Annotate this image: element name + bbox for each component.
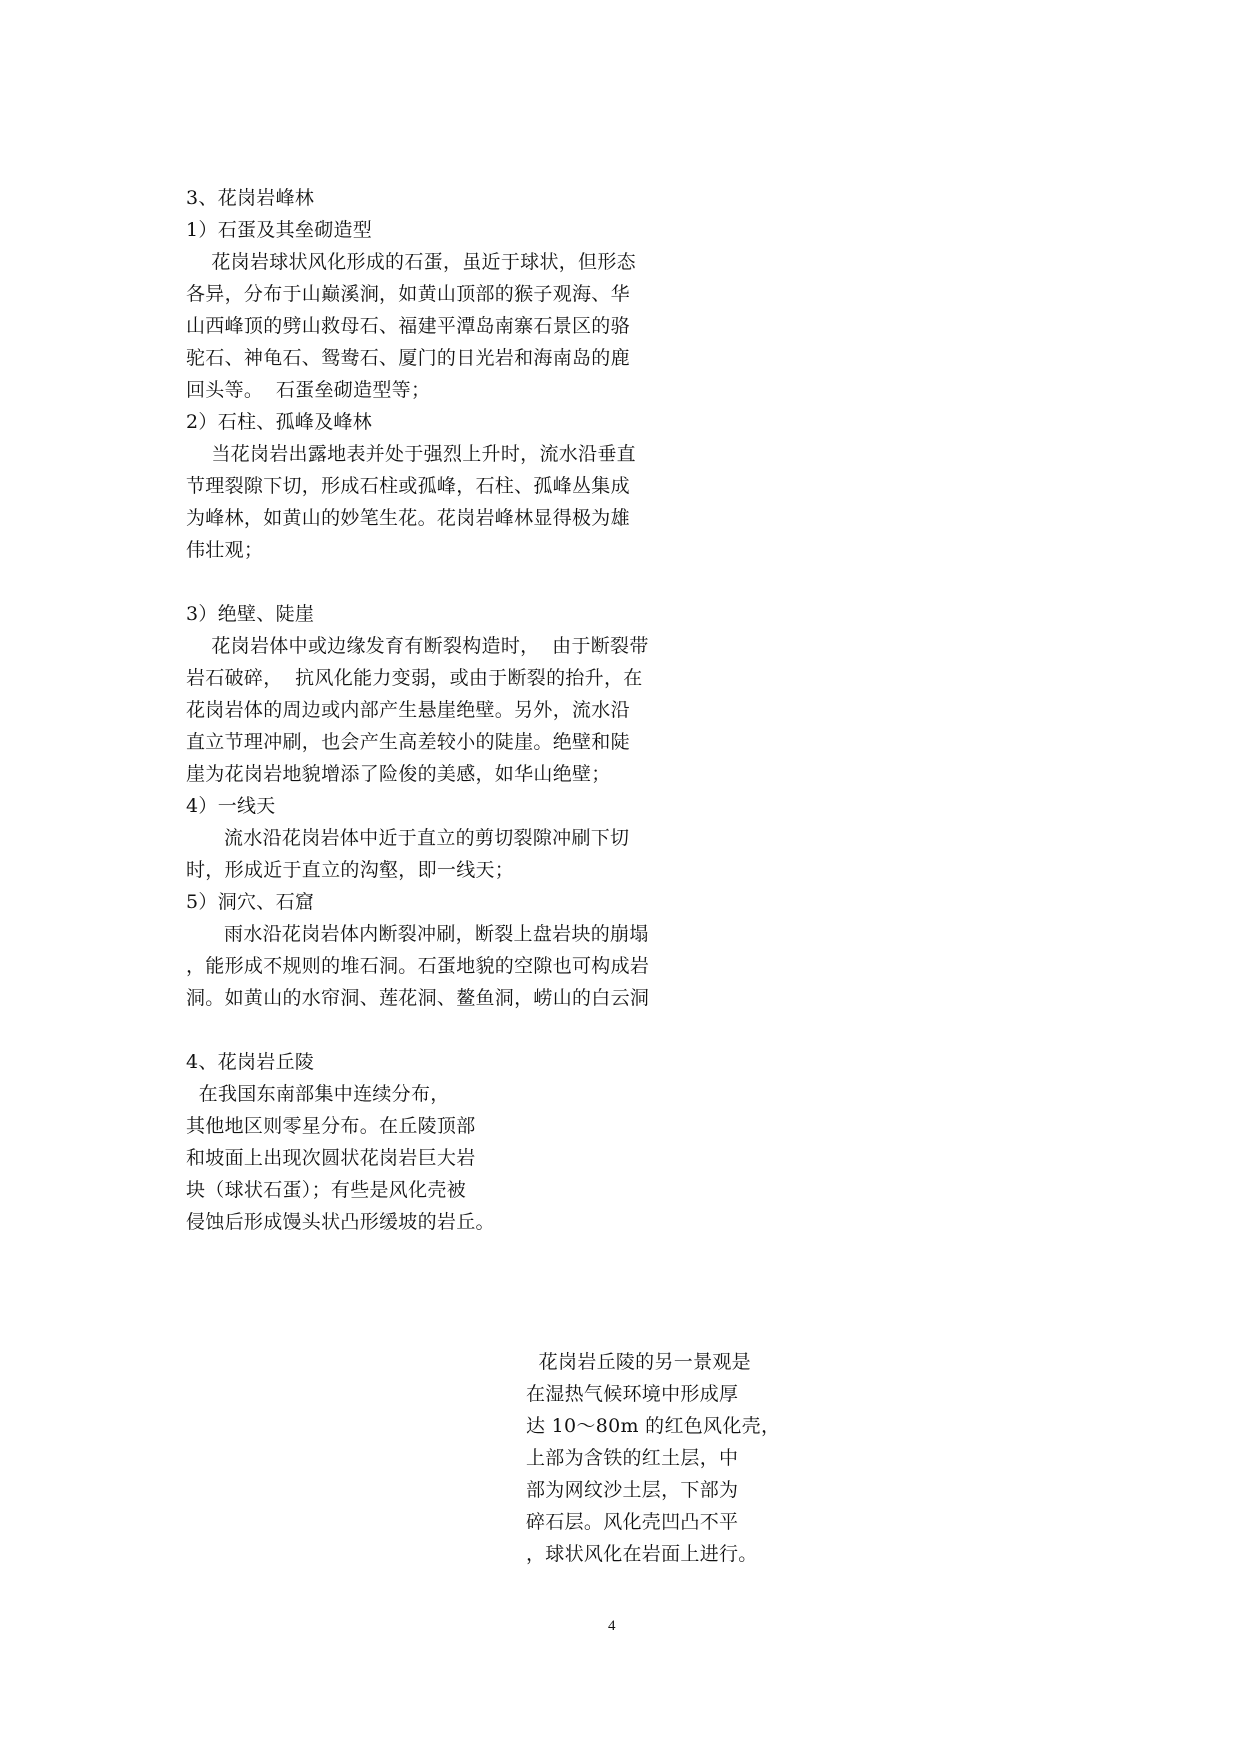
page-number: 4 [608,1618,616,1634]
paragraph-line: 为峰林，如黄山的妙笔生花。花岗岩峰林显得极为雄 [186,507,630,529]
paragraph-line: 崖为花岗岩地貌增添了险俊的美感，如华山绝壁； [186,763,611,785]
paragraph-line: 洞。如黄山的水帘洞、莲花洞、鳌鱼洞，崂山的白云洞 [186,987,650,1009]
section-4-title: 4、花岗岩丘陵 [186,1051,315,1073]
paragraph-line: 雨水沿花岗岩体内断裂冲刷，断裂上盘岩块的崩塌 [186,923,649,945]
paragraph-line: 各异，分布于山巅溪涧，如黄山顶部的猴子观海、华 [186,283,630,305]
side-paragraph-line: 达 10～80m 的红色风化壳， [526,1415,781,1437]
paragraph-line: 侵蚀后形成馒头状凸形缓坡的岩丘。 [186,1211,495,1233]
side-paragraph-line: 在湿热气候环境中形成厚 [526,1383,739,1405]
paragraph-line: 其他地区则零星分布。在丘陵顶部 [186,1115,476,1137]
side-paragraph-line: 花岗岩丘陵的另一景观是 [526,1351,751,1373]
paragraph-line: 节理裂隙下切，形成石柱或孤峰，石柱、孤峰丛集成 [186,475,630,497]
paragraph-line: 直立节理冲刷，也会产生高差较小的陡崖。绝壁和陡 [186,731,630,753]
paragraph-line: 块（球状石蛋）；有些是风化壳被 [186,1179,467,1201]
subsection-2-title: 2）石柱、孤峰及峰林 [186,411,373,433]
paragraph-line: 花岗岩体中或边缘发育有断裂构造时， 由于断裂带 [186,635,649,657]
paragraph-line: 回头等。 石蛋垒砌造型等； [186,379,431,401]
subsection-1-title: 1）石蛋及其垒砌造型 [186,219,373,241]
paragraph-line: 和坡面上出现次圆状花岗岩巨大岩 [186,1147,476,1169]
subsection-3-title: 3）绝壁、陡崖 [186,603,315,625]
paragraph-line: 花岗岩体的周边或内部产生悬崖绝壁。另外，流水沿 [186,699,630,721]
subsection-4-title: 4）一线天 [186,795,276,817]
side-paragraph-line: ，球状风化在岩面上进行。 [526,1543,758,1565]
paragraph-line: 山西峰顶的劈山救母石、福建平潭岛南寨石景区的骆 [186,315,630,337]
paragraph-line: 岩石破碎， 抗风化能力变弱，或由于断裂的抬升，在 [186,667,643,689]
paragraph-line: 当花岗岩出露地表并处于强烈上升时，流水沿垂直 [186,443,636,465]
paragraph-line: 驼石、神龟石、鸳鸯石、厦门的日光岩和海南岛的鹿 [186,347,630,369]
paragraph-line: 流水沿花岗岩体中近于直立的剪切裂隙冲刷下切 [186,827,630,849]
paragraph-line: 伟壮观； [186,539,264,561]
side-paragraph-line: 碎石层。风化壳凹凸不平 [526,1511,739,1533]
side-paragraph-line: 部为网纹沙土层，下部为 [526,1479,739,1501]
paragraph-line: ，能形成不规则的堆石洞。石蛋地貌的空隙也可构成岩 [186,955,650,977]
paragraph-line: 时，形成近于直立的沟壑，即一线天； [186,859,515,881]
paragraph-line: 花岗岩球状风化形成的石蛋，虽近于球状，但形态 [186,251,636,273]
side-paragraph-line: 上部为含铁的红土层，中 [526,1447,739,1469]
section-3-title: 3、花岗岩峰林 [186,187,315,209]
paragraph-line: 在我国东南部集中连续分布， [186,1083,450,1105]
subsection-5-title: 5）洞穴、石窟 [186,891,315,913]
